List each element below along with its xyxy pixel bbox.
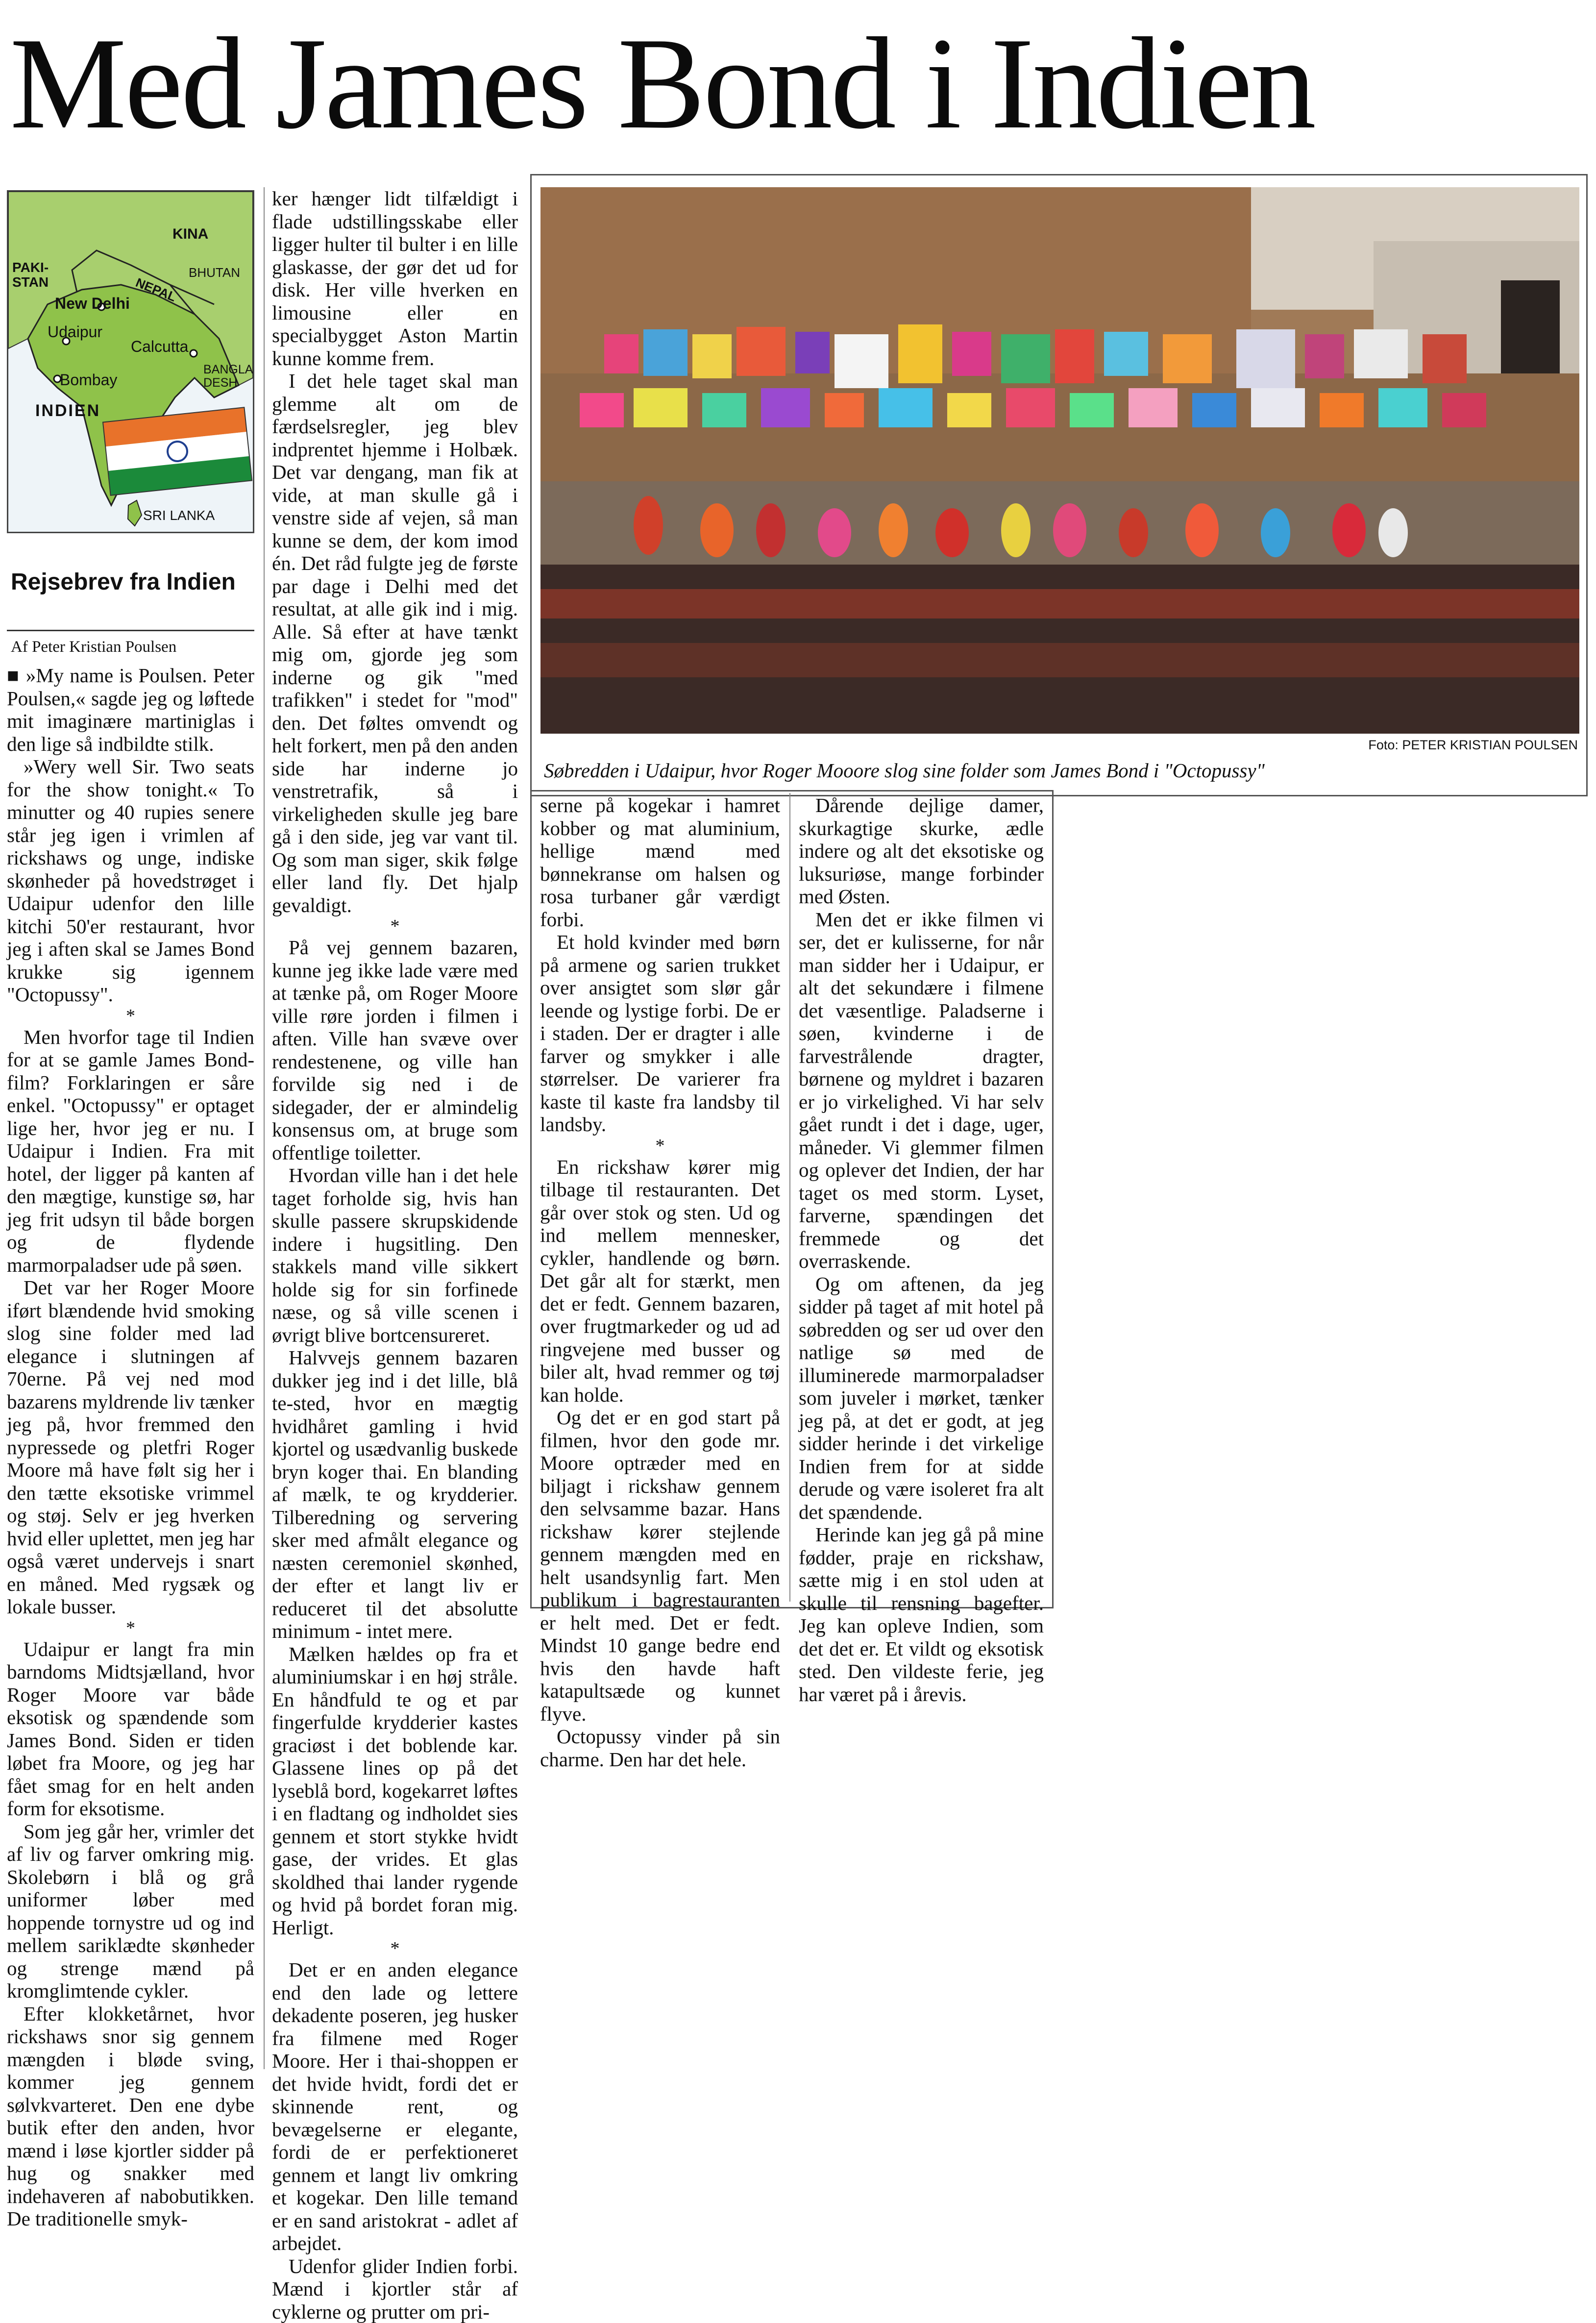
column-divider	[789, 793, 790, 1602]
col4-paragraph-3: Og om aftenen, da jeg sidder på taget af mit hotel på søbredden og ser ud over den natlige sø med de illuminerede marmorpaladser som juveler i mørket, tænker jeg på, at det er godt, at jeg sidder herinde i det virkelige Indien frem for at sidde derude og være isoleret fra alt det spændende.	[799, 1273, 1044, 1524]
col2-paragraph-4: Hvordan ville han i det hele taget forholde sig, hvis han skulle passere skrupskidende indere i hugsitling. Den stakkels mand ville sikkert holde sig for sin forfinede næse, og så ville scenen i øvrigt blive bortcensureret.	[272, 1164, 518, 1346]
india-map	[7, 190, 254, 533]
col1-paragraph-5: Udaipur er langt fra min barndoms Midtsjælland, hvor Roger Moore var både eksotisk og spændende som James Bond. Siden er tiden løbet fra Moore, og jeg har fået smag for en helt anden form for eksotisme.	[7, 1638, 254, 1820]
map-label-pakistan: PAKI- STAN	[12, 260, 49, 290]
col2-paragraph-6: Mælken hældes op fra et aluminiumskar i en høj stråle. En håndfuld te og et par fingerfulde krydderier kastes graciøst i det boblende kar. Glassene lines op på det lyseblå bord, kogekarret løftes i en fladtang og indholdet sies gennem et stort stykke hvidt gase, der vrides. Et glas skoldhed thai lander rygende og hvid på bordet foran mig. Herligt.	[272, 1643, 518, 1939]
col1-paragraph-6: Som jeg går her, vrimler det af liv og farver omkring mig. Skolebørn i blå og grå uniformer løber med hoppende tornystre ud og ind mellem sariklædte skønheder og strenge mænd på kromglimtende cykler.	[7, 1820, 254, 2002]
section-separator: *	[7, 1618, 254, 1638]
photo-credit: Foto: PETER KRISTIAN POULSEN	[1196, 738, 1578, 753]
map-label-new-delhi: New Delhi	[55, 295, 130, 313]
photo-caption: Søbredden i Udaipur, hvor Roger Mooore slog sine folder som James Bond i "Octopussy"	[544, 759, 1578, 782]
map-label-nepal: NEPAL	[133, 275, 178, 305]
indian-flag	[103, 407, 252, 495]
col1-paragraph-3: Men hvorfor tage til Indien for at se gamle James Bond-film? Forklaringen er såre enkel. "Octopussy" er optaget lige her, hvor jeg er nu. I Udaipur i Indien. Fra mit hotel, der ligger på kanten af den mægtige, kunstige sø, har jeg frit udsyn til både borgen og de flydende marmorpaladser ude på søen.	[7, 1026, 254, 1277]
col1-paragraph-2: »Wery well Sir. Two seats for the show tonight.« To minutter og 40 rupies senere står jeg igen i vrimlen af rickshaws og unge, indiske skønheder på hovedstrøget i Udaipur udenfor den lille kitchi 50'er restaurant, hvor jeg i aften skal se James Bond krukke sig igennem "Octopussy".	[7, 755, 254, 1006]
col3-paragraph-5: Octopussy vinder på sin charme. Den har det hele.	[540, 1725, 780, 1771]
col4-paragraph-2: Men det er ikke filmen vi ser, det er kulisserne, for når man sidder her i Udaipur, er alt det sekundære i filmene det væsentlige. Paladserne i søen, kvinderne i de farvestrålende dragter, børnene og myldret i bazaren er jo virkelighed. Vi har selv gået rundt i det i dage, uger, måneder. Vi glemmer filmen og oplever det Indien, der har taget os med storm. Lyset, farverne, spændingen det fremmede og det overraskende.	[799, 908, 1044, 1273]
col3-paragraph-4: Og det er en god start på filmen, hvor den gode mr. Moore optræder med en biljagt i rickshaw gennem den selvsamme bazar. Hans rickshaw kører stejlende gennem mængden med en helt usandsynlig fart. Men publikum i bagrestauranten er helt med. Det er fedt. Mindst 10 gange bedre end hvis den havde haft katapultsæde og kunnet flyve.	[540, 1406, 780, 1725]
col2-paragraph-7: Det er en anden elegance end den lade og lettere dekadente poseren, jeg husker fra filmene med Roger Moore. Her i thai-shoppen er det hvide hvidt, fordi det er skinnende rent, og bevægelserne er elegante, fordi de er perfektioneret gennem et langt liv omkring et kogekar. Den lille temand er en sand aristokrat - adlet af arbejdet.	[272, 1958, 518, 2255]
column-4	[799, 794, 1044, 1603]
map-label-bangladesh: BANGLA DESH	[203, 363, 253, 390]
col2-paragraph-3: På vej gennem bazaren, kunne jeg ikke lade være med at tænke på, om Roger Moore ville røre jorden i filmen i aften. Ville han svæve over rendestenene, og ville han forvilde sig ned i de sidegader, der er almindelig konsensus om, at bruge som offentlige toiletter.	[272, 936, 518, 1164]
col1-paragraph-1: ■ »My name is Poulsen. Peter Poulsen,« sagde jeg og løftede mit imaginære martiniglas i den lige så indbildte stilk.	[7, 664, 254, 755]
col4-paragraph-4: Herinde kan jeg gå på mine fødder, praje en rickshaw, sætte mig i en stol uden at skulle til rensning bagefter. Jeg kan opleve Indien, som det det er. Et vildt og eksotisk sted. Den vildeste ferie, jeg har været på i årevis.	[799, 1523, 1044, 1705]
map-label-kina: KINA	[172, 226, 208, 243]
section-separator: *	[272, 916, 518, 936]
col3-paragraph-1: serne på kogekar i hamret kobber og mat aluminium, hellige mænd med bønnekranse om halsen og rosa turbaner går værdigt forbi.	[540, 794, 780, 931]
col1-paragraph-7: Efter klokketårnet, hvor rickshaws snor sig gennem mængden i bløde sving, kommer jeg gennem sølvkvarteret. Den ene dybe butik efter den anden, hvor mænd i løse kjortler sidder på hug og snakker med indehaveren af nabobutikken. De traditionelle smyk-	[7, 2002, 254, 2230]
section-separator: *	[540, 1136, 780, 1156]
column-divider	[264, 187, 265, 2069]
map-label-indien: INDIEN	[35, 401, 100, 420]
map-label-bhutan: BHUTAN	[189, 265, 240, 280]
headline: Med James Bond i Indien	[10, 10, 1588, 157]
col2-paragraph-2: I det hele taget skal man glemme alt om de færdselsregler, jeg blev indprentet hjemme i Holbæk. Det var dengang, man fik at vide, at man skulle gå i venstre side af vejen, så man kunne se dem, der kom imod én. Det råd fulgte jeg de første par dage i Delhi med det resultat, at alle gik ind i mig. Alle. Så efter at have tænkt mig om, gjorde jeg som inderne og gik "med trafikken" i stedet for "mod" den. Det føltes omvendt og helt forkert, men på den anden side har inderne jo venstretrafik, så i virkeligheden skulle jeg bare gå i den side, jeg var vant til. Og som man siger, skik følge eller land fly. Det hjalp gevaldigt.	[272, 370, 518, 916]
city-dot-calcutta	[190, 350, 197, 357]
map-label-udaipur: Udaipur	[48, 323, 102, 341]
kicker-rule	[7, 630, 254, 631]
col4-paragraph-1: Dårende dejlige damer, skurkagtige skurke, ædle indere og alt det eksotiske og luksuriøse, mange forbinder med Østen.	[799, 794, 1044, 908]
photo-illustration	[540, 187, 1579, 734]
section-separator: *	[7, 1006, 254, 1026]
section-separator: *	[272, 1939, 518, 1958]
col3-paragraph-3: En rickshaw kører mig tilbage til restauranten. Det går over stok og sten. Ud og ind mellem mennesker, cykler, handlende og børn. Det går alt for stærkt, men det er fedt. Gennem bazaren, over frugtmarkeder og ud ad ringvejene med busser og biler alt, hvad remmer og tøj kan holde.	[540, 1156, 780, 1407]
col2-paragraph-8: Udenfor glider Indien forbi. Mænd i kjortler står af cyklerne og prutter om pri-	[272, 2255, 518, 2323]
kicker: Rejsebrev fra Indien	[11, 568, 251, 596]
column-1	[7, 664, 254, 2071]
byline: Af Peter Kristian Poulsen	[11, 637, 251, 657]
map-label-calcutta: Calcutta	[131, 338, 188, 356]
col2-paragraph-5: Halvvejs gennem bazaren dukker jeg ind i det lille, blå te-sted, hvor en mægtig hvidhåret gamling i hvid kjortel og usædvanlig buskede bryn koger thai. En blanding af mælk, te og krydderier. Tilberedning og servering sker med afmålt elegance og næsten ceremoniel skønhed, der efter et langt liv er reduceret til det absolutte minimum - intet mere.	[272, 1346, 518, 1643]
laundry-row-2	[580, 388, 1486, 427]
map-label-bombay: Bombay	[60, 371, 117, 389]
photo-udaipur-ghats	[540, 187, 1579, 734]
col3-paragraph-2: Et hold kvinder med børn på armene og sarien trukket over ansigtet som slør går leende og lystige forbi. De er i staden. Der er dragter i alle farver og smykker i alle størrelser. De varierer fra kaste til kaste fra landsby til landsby.	[540, 931, 780, 1136]
column-3	[540, 794, 780, 1603]
col1-paragraph-4: Det var her Roger Moore iført blændende hvid smoking slog sine folder med lad elegance i slutningen af 70erne. På vej ned mod bazarens myldrende liv tænker jeg på, hvor fremmed den nypressede og pletfri Roger Moore må have følt sig her i den tætte eksotiske vrimmel og støj. Selv er jeg hverken hvid eller uplettet, men jeg har også været undervejs i snart en måned. Med rygsæk og lokale busser.	[7, 1276, 254, 1618]
col2-paragraph-1: ker hænger lidt tilfældigt i flade udstillingsskabe eller ligger hulter til bulter i en lille glaskasse, der gør det ud for disk. Her ville hverken en limousine eller en specialbygget Aston Martin kunne komme frem.	[272, 187, 518, 370]
map-label-sri-lanka: SRI LANKA	[143, 508, 215, 523]
column-2	[272, 187, 518, 2069]
